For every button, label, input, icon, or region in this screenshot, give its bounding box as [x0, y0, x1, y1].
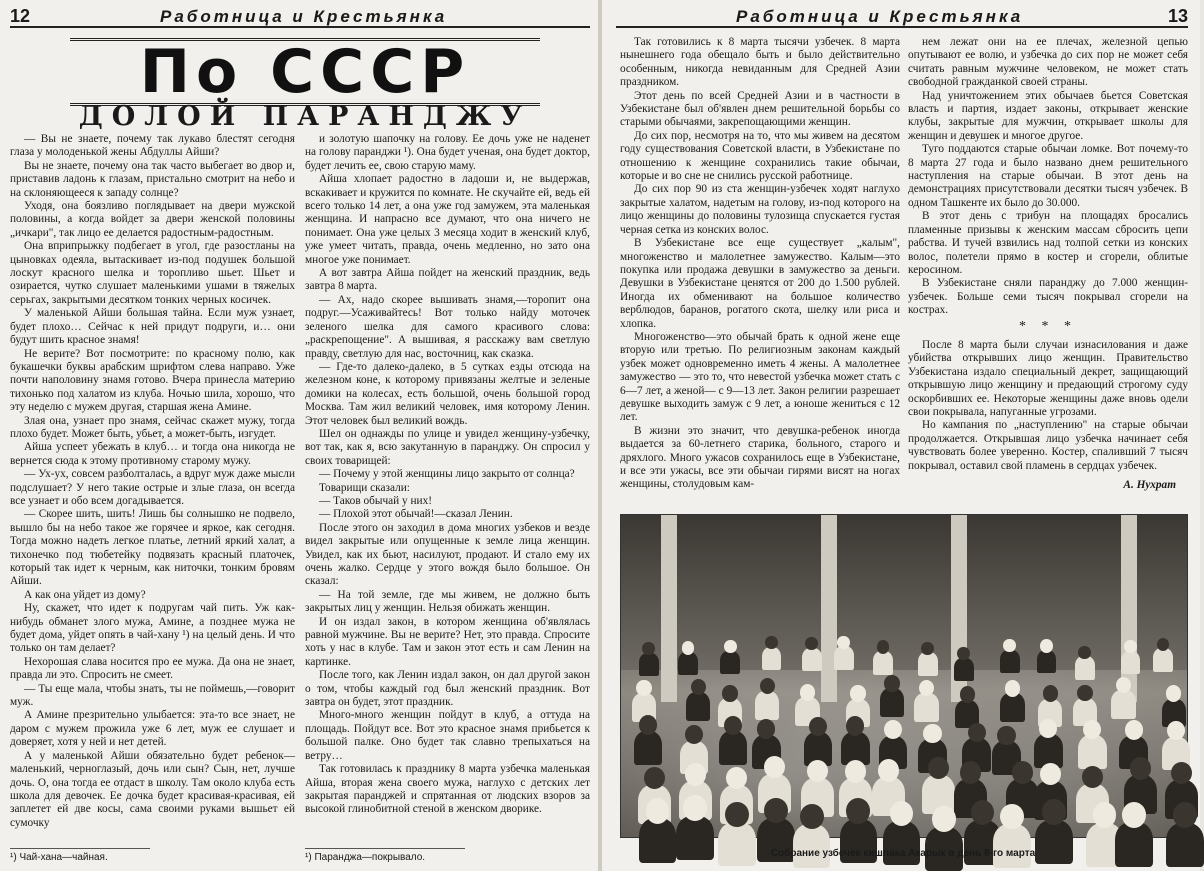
paragraph: Айша хлопает радостно в ладоши и, не выдержав, вскакивает и кружится по комнате. Не скучайте ей, ведь ей всего только 14 лет, а она уже год замужем, эта маленькая женщина. И напрасно все думают, что она ничего не понимает. Она уже целых 3 месяца ходит в женский клуб, уже умеет читать, правда, очень медленно, но зато она многое уже понимает. [305, 173, 590, 266]
paragraph: Много-много женщин пойдут в клуб, а оттуда на площадь. Пойдут все. Вот это красное знамя прибьется к большой палке. Оно будет так славно трепыхаться на ветру… [305, 709, 590, 762]
photo-figure-head [921, 642, 934, 656]
photo-figure-head [960, 686, 975, 703]
photo-figure [918, 652, 938, 675]
paragraph: А у маленькой Айши обязательно будет ребенок—маленький, черноглазый, дочь или сын? Сын, нет, лучше дочь. О, она тогда ее отдаст в школу. Там около клуба есть школа для девочек. Ее дочка будет красивая-красивая, ей заплетет ей две косы, сама своими руками вышьет ей сумочку [10, 749, 295, 829]
photo-figure-head [726, 767, 747, 790]
paragraph: Вы не знаете, почему она так часто выбегает во двор и, приставив ладонь к глазам, пристально смотрит на небо и на склоняющееся к западу солнце? [10, 159, 295, 199]
photo-figure-head [1078, 646, 1091, 660]
photo-figure-head [1124, 640, 1137, 654]
photo-figure-head [800, 684, 815, 701]
paragraph: Ну, скажет, что идет к подругам чай пить. Уж как-нибудь обманет злого мужа, Амине, а позднее мужа не будет дома, уйдет опять в чай-хану ¹) на целый день. И что только он там делает? [10, 602, 295, 655]
photo-figure-head [960, 761, 981, 784]
photo-figure [1115, 822, 1152, 866]
page-header-left [10, 6, 590, 28]
photo-figure [1075, 656, 1095, 679]
photo-figure-head [837, 636, 850, 650]
page-number-right: 13 [1167, 6, 1188, 26]
journal-title-right: Работница и Крестьянка [736, 7, 1024, 26]
photo-figure [1111, 690, 1135, 719]
photo-figure-head [1000, 804, 1024, 830]
photo-figure [880, 688, 904, 717]
paragraph: — Почему у этой женщины лицо закрыто от солнца? [319, 468, 575, 481]
article-title: ДОЛОЙ ПАРАНДЖУ [78, 101, 532, 132]
paragraph: Нехорошая слава носится про ее мужа. Да она не знает, правда ли это. Спросить не смеет. [10, 655, 295, 682]
paragraph: А как она уйдет из дому? [24, 588, 146, 601]
photo-figure-head [846, 716, 864, 736]
paragraph: Этот день по всей Средней Азии и в частности в Узбекистане был об'явлен днем решительной борьбы со старыми обычаями, закрепощающими женщин. [620, 89, 900, 129]
paragraph: — Ты еще мала, чтобы знать, ты не поймешь,—говорит муж. [10, 682, 295, 709]
photo-figure-head [877, 640, 890, 654]
photo-figure-head [850, 685, 865, 702]
footnote-paranja: ¹) Паранджа—покрывало. [305, 848, 465, 863]
photo-figure-head [884, 675, 899, 692]
paragraph: После того, как Ленин издал закон, он дал другой закон о том, чтобы каждый год был женский праздник. Вот завтра он будет, этот праздник. [305, 669, 590, 709]
photo-figure-head [1042, 799, 1066, 825]
photo-figure-head [764, 798, 788, 824]
photo-figure [1000, 650, 1020, 673]
right-column-1 [620, 36, 900, 504]
paragraph: Товарищи сказали: [319, 481, 410, 494]
paragraph: — Скорее шить, шить! Лишь бы солнышко не подвело, вышло бы на небо такое же горячее и яркое, как сегодня. Тогда можно надеть легкое платье, летний яркий халат, а тихонечко под тюбетейку подвязать красный платочек, который так идет к черным, как ниточки, тонким бровям Айши. [10, 508, 295, 588]
paragraph: Туго поддаются старые обычаи ломке. Вот почему-то 8 марта 27 года и было названо днем решительного наступления на старые обычаи. В этот день на демонстрациях присутствовали десятки тысяч узбечек. В одном Ташкенте их было до 30.000. [908, 143, 1188, 209]
paragraph: и золотую шапочку на голову. Ее дочь уже не наденет на голову паранджи ¹). Она будет ученая, она будет доктор, будет лечить ее, свою старую маму. [305, 133, 590, 172]
photo-wall [621, 515, 1187, 670]
photo-figure-head [1173, 802, 1197, 828]
journal-title-left: Работница и Крестьянка [160, 7, 448, 26]
paragraph: Она вприпрыжку подбегает в угол, где разостланы на цыновках одеяла, вытаскивает из-под подушек большой лоскут красного шелка и торопливо шьет. Шьет и озирается, чутко слушает маленькими ушами в тяжелых серьгах, закрытыми десятком тонких черных косичек. [10, 240, 295, 306]
photo-figure [1078, 735, 1107, 769]
page-number-left: 12 [10, 6, 31, 26]
paragraph: — Таков обычай у них! [319, 494, 433, 507]
photo-figure [954, 658, 974, 681]
paragraph: В Узбекистане сняли паранджу до 7.000 женщин-узбечек. Больше семи тысяч покрывал сгорели на кострах. [908, 277, 1188, 317]
paragraph: — На той земле, где мы живем, не должно быть закрытых лиц у женщин. Нельзя обижать женщин. [305, 588, 590, 615]
photo-figure-head [1125, 720, 1143, 740]
page-header-right [616, 6, 1188, 28]
paragraph: — Где-то далеко-далеко, в 5 сутках езды отсюда на железном коне, к которому привязаны желтые и зеленые домики на колесах, есть большой, очень большой город Москва. Там жил великий человек, имя которому Ленин. Этот человек был великий вождь. [305, 360, 590, 427]
photo-figure [873, 651, 893, 674]
photo-figure-head [878, 759, 899, 782]
photo-figure [720, 651, 740, 674]
photo-figure [1121, 651, 1141, 674]
right-column-2-body [908, 36, 1188, 492]
photo-figure [718, 822, 755, 866]
photo-figure-head [765, 636, 778, 650]
photo-figure [686, 692, 710, 721]
paragraph: — Плохой этот обычай!—сказал Ленин. [319, 508, 513, 521]
section-separator-stars: * * * [1019, 318, 1077, 334]
photo-figure [802, 648, 822, 671]
photo-figure-head [1012, 761, 1033, 784]
photo-figure-head [968, 723, 986, 743]
photo-figure-head [800, 804, 824, 830]
photo-pillar [821, 515, 837, 702]
photo-figure [1153, 648, 1173, 671]
paragraph: Уходя, она боязливо поглядывает на двери мужской половины, а когда войдет за двери женской половины „ичкари", так лицо ее делается радостным-радостным. [10, 200, 295, 239]
photo-figure [914, 693, 938, 722]
paragraph: А Амине презрительно улыбается: эта-то все знает, не даром с мужем прожила уже 6 лет, муж ее слушает и доверяет, хотя у ней и нет детей. [10, 709, 295, 749]
photo-figure-head [809, 717, 827, 737]
paragraph: В жизни это значит, что девушка-ребенок иногда выдается за 60-летнего старика, больного, старого и дряхлого. Много ужасов сохранилось еще в Узбекистане, и все эти ужасы, все эти обычаи гирями висят на ногах женщины, столудовым кам- [620, 424, 900, 491]
photo-figure [1037, 650, 1057, 673]
right-page [602, 0, 1200, 871]
paragraph: Над уничтожением этих обычаев бьется Советская власть и партия, издает законы, открывает женские клубы, закрытые для мужчин, открывает школы для женщин и девушек и многое другое. [908, 89, 1188, 142]
paragraph: — Ах, надо скорее вышивать знамя,—торопит она подруг.—Усаживайтесь! Вот только найду моточек зеленого шелка для самого красивого слова: „раскрепощение". А вышивая, я расскажу вам светлую правду, светлую для нас, восточниц, как сказка. [305, 293, 590, 360]
photo-figure-head [1122, 802, 1146, 828]
paragraph: В Узбекистане все еще существует „калым", многоженство и малолетнее замужество. Калым—это покупка или продажа девушки в замужество за деньги. Девушки в Узбекистане ценятся от 200 до 1.500 рублей. Иногда их обменивают на большое количество верблюдов, баранов, рогатого скота, шелку или риса и хлопка. [620, 237, 900, 330]
photo-figure [755, 691, 779, 720]
paragraph: В этот день с трибун на площадях бросались пламенные призывы к женским массам сбросить цепи рабства. И тучей взвились над толпой сетки из конских волос, полетели прямо в костер и сгорели, облитые керосином. [908, 210, 1188, 276]
photo-figure-head [636, 680, 651, 697]
photo-figure-head [683, 795, 707, 821]
paragraph: нем лежат они на ее плечах, железной цепью опутывают ее волю, и узбечка до сих пор не может себя считать равным мужчине человеком, не может стать свободной гражданкой своей страны. [908, 36, 1188, 89]
photo-figure-head [1077, 685, 1092, 702]
paragraph: А вот завтра Айша пойдет на женский праздник, ведь завтра 8 марта. [305, 267, 590, 293]
paragraph: Так готовилась к празднику 8 марта узбечка маленькая Айша, вторая жена своего мужа, наглухо с детских лет закрытая паранджей и спрятанная от людских взоров за высокой глинобитной стеной в женском дворике. [305, 763, 590, 816]
photo-figure-head [928, 757, 949, 780]
paragraph: После этого он заходил в дома многих узбеков и везде видел закрытые или опущенные к земле лица женщин. Увидел, как их бьют, насилуют, продают. И стало ему их очень жалко. Сердце у этого вождя было большое. Он сказал: [305, 521, 590, 588]
photo-figure-head [932, 806, 956, 832]
paragraph: Шел он однажды по улице и увидел женщину-узбечку, вот так, как я, всю закутанную в паранджу. Он спросил у своих товарищей: [305, 427, 590, 467]
photo-figure-head [1130, 757, 1151, 780]
photo-figure-head [1082, 766, 1103, 789]
photo-figure [678, 652, 698, 675]
paragraph: Не верите? Вот посмотрите: по красному полю, как букашечки буквы арабским шрифтом слева направо. Уже почти наполовину знамя готово. Вчера принесла материю тихонько под халатом из клуба. Ночью шила, хорошо, что эту неделю с мужем другая, старшая жена Амине. [10, 347, 295, 414]
left-column-1 [10, 133, 295, 845]
photo-womens-meeting [620, 514, 1188, 838]
photo-figure [719, 731, 748, 765]
left-column-2 [305, 133, 590, 816]
photo-figure [1000, 693, 1024, 722]
paragraph: После 8 марта были случаи изнасилования и даже убийства открывших лицо женщин. Правительство Узбекистана издало специальный декрет, защищающий открывшую лицо женщину и предающий строгому суду оскорбивших ее. Некоторые женщины даже вновь одели свои покрывала, напуганные угрозами. [908, 338, 1188, 418]
right-column-2 [908, 36, 1188, 506]
paragraph: У маленькой Айши большая тайна. Если муж узнает, будет плохо… Сейчас к ней придут подруги, и… они будут шить красное знамя! [10, 307, 295, 347]
paragraph: Но кампания по „наступлению" на старые обычаи продолжается. Открывшая лицо узбечка начинает себя чувствовать более уверенно. Костер, спаливший 7 тысяч покрывал, оставил свой пламень в сердцах узбечек. [908, 419, 1188, 472]
photo-figure-head [725, 802, 749, 828]
photo-figure-head [1005, 680, 1020, 697]
photo-figure-head [1043, 685, 1058, 702]
photo-figure-head [682, 641, 695, 655]
photo-figure-head [997, 726, 1015, 746]
photo-figure-head [1040, 639, 1053, 653]
photo-pillar [661, 515, 677, 702]
paragraph: До сих пор, несмотря на то, что мы живем на десятом году существования Советской власти, в Узбекистане по отношению к женщине сохранились такие обычаи, которые и во сне не снились русской работнице. [620, 129, 900, 183]
photo-figure-head [845, 760, 866, 783]
photo-figure-head [724, 640, 737, 654]
photo-figure [639, 653, 659, 676]
author-signature: А. Нухрат [1123, 479, 1176, 491]
paragraph: Многоженство—это обычай брать к одной жене еще вторую или третью. По религиозным законам каждый узбек может одновременно иметь 4 жены. А малолетнее замужество — это то, что невестой узбечка может стать с 6—7 лет, а женой— с 9—13 лет. Закон религии разрешает девушке выходить замуж с 9 лет, а юноше жениться с 12 лет. [620, 330, 900, 424]
photo-figure-head [1093, 802, 1117, 828]
left-page [0, 0, 598, 871]
photo-figure-head [685, 763, 706, 786]
paragraph: Так готовились к 8 марта тысячи узбечек. 8 марта нынешнего года обещало быть и было действительно особенным, никогда невиданным для Средней Азии праздником. [620, 36, 900, 89]
photo-figure-head [722, 685, 737, 702]
photo-figure [793, 824, 830, 868]
photo-figure-head [639, 715, 657, 735]
paragraph: — Ух-ух, совсем разболталась, а вдруг муж даже мысли подслушает? У него такие острые и злые глаза, он всегда все узнает и обо всем догадывается. [10, 468, 295, 507]
photo-figure [834, 646, 854, 669]
photo-figure-head [957, 647, 970, 661]
photo-figure [1166, 823, 1203, 867]
paragraph: — Вы не знаете, почему так лукаво блестят сегодня глаза у молоденькой жены Абдуллы Айши? [10, 133, 295, 159]
photo-figure-head [646, 798, 670, 824]
paragraph: До сих пор 90 из ста женщин-узбечек ходят наглухо закрытые халатом, надетым на голову, из-под которого на лицо женщины до половины тулозища спускается густая черная сетка из конских волос. [620, 183, 900, 236]
paragraph: И он издал закон, в котором женщина об'являлась равной мужчине. Вы не верите? Нет, это правда. Спросите хоть у нас в клубе. Там и закон этот есть и сам Ленин на картинке. [305, 615, 590, 668]
photo-caption: Собрание узбечек кишлака Акарык в день 8-го марта [770, 848, 1036, 859]
paragraph: Злая она, узнает про знамя, сейчас скажет мужу, тогда плохо будет. Может быть, убьет, а может-быть, изгудет. [10, 414, 295, 440]
photo-figure [993, 824, 1030, 868]
photo-figure-head [923, 724, 941, 744]
photo-figure-head [846, 798, 870, 824]
section-headline: По СССР [70, 38, 540, 106]
footnote-tea-house: ¹) Чай-хана—чайная. [10, 848, 150, 863]
paragraph: Айша успеет убежать в клуб… и тогда она никогда не вернется сюда к этому противному старому мужу. [10, 441, 295, 467]
photo-figure [634, 731, 663, 765]
photo-figure [762, 647, 782, 670]
